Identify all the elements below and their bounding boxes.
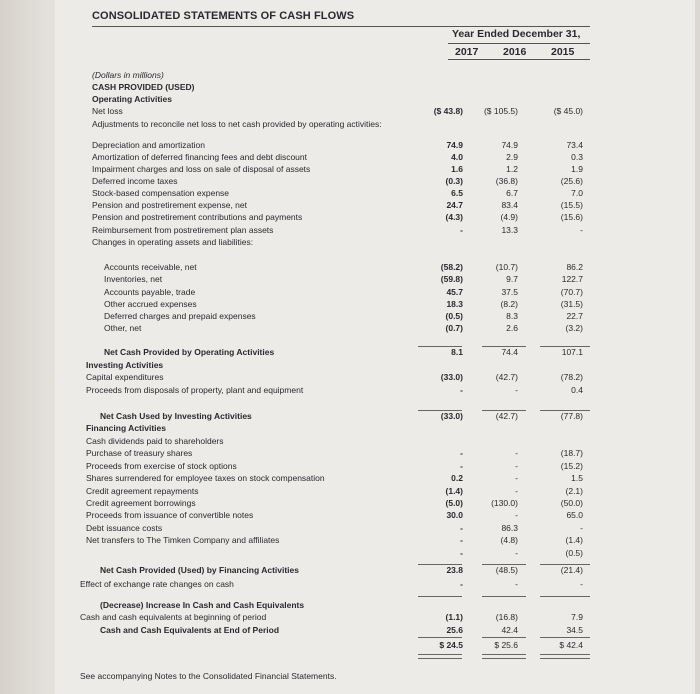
year-header-rule [448, 59, 590, 60]
statement-row [0, 70, 700, 81]
row-value-2017: - [460, 535, 463, 545]
row-value-2017: (0.5) [445, 311, 463, 321]
row-label: Deferred charges and prepaid expenses [104, 311, 256, 321]
row-value-2015: (1.4) [565, 535, 583, 545]
row-value-2015: 1.5 [571, 473, 583, 483]
statement-row [0, 274, 700, 285]
row-value-2016: - [515, 486, 518, 496]
row-value-2016: (8.2) [500, 299, 518, 309]
statement-row [0, 535, 700, 546]
statement-row [0, 523, 700, 534]
total-double-rule [540, 654, 590, 659]
statement-row [0, 548, 700, 559]
statement-row [0, 625, 700, 636]
statement-row [0, 119, 700, 130]
row-value-2015: (70.7) [560, 287, 583, 297]
row-value-2015: - [580, 579, 583, 589]
row-value-2015: 22.7 [566, 311, 583, 321]
total-double-rule [418, 654, 462, 659]
statement-row [0, 225, 700, 236]
row-value-2017: 8.1 [451, 347, 463, 357]
statement-title: CONSOLIDATED STATEMENTS OF CASH FLOWS [92, 10, 355, 22]
period-rule [448, 43, 590, 44]
row-value-2017: 1.6 [451, 164, 463, 174]
row-value-2017: 18.3 [446, 299, 463, 309]
row-value-2015: - [580, 523, 583, 533]
row-value-2016: 74.4 [501, 347, 518, 357]
row-value-2015: (18.7) [560, 448, 583, 458]
row-value-2015: (0.5) [565, 548, 583, 558]
row-label: Debt issuance costs [86, 523, 163, 533]
statement-row [0, 579, 700, 590]
row-value-2015: (31.5) [560, 299, 583, 309]
subtotal-rule [418, 410, 462, 411]
row-value-2016: 42.4 [501, 625, 518, 635]
statement-row [0, 436, 700, 447]
statement-row [0, 640, 700, 651]
row-value-2016: - [515, 473, 518, 483]
row-value-2017: (33.0) [440, 372, 463, 382]
row-value-2015: - [580, 225, 583, 235]
row-value-2017: - [460, 225, 463, 235]
statement-row [0, 510, 700, 521]
row-value-2017: 74.9 [446, 140, 463, 150]
row-value-2016: - [515, 448, 518, 458]
row-value-2015: (25.6) [560, 176, 583, 186]
row-label: Operating Activities [92, 94, 172, 104]
row-value-2016: 83.4 [501, 200, 518, 210]
row-value-2017: (33.0) [440, 411, 463, 421]
row-label: Net Cash Provided by Operating Activities [104, 347, 275, 357]
subtotal-rule [418, 346, 462, 347]
row-label: Net Cash Provided (Used) by Financing Activities [100, 565, 300, 575]
statement-row [0, 82, 700, 93]
row-value-2017: - [460, 448, 463, 458]
row-label: Impairment charges and loss on sale of disposal of assets [92, 164, 311, 174]
row-label: Accounts receivable, net [104, 262, 197, 272]
row-label: Purchase of treasury shares [86, 448, 193, 458]
row-value-2016: ($ 105.5) [483, 106, 518, 116]
row-label: Proceeds from disposals of property, plant and equipment [86, 385, 304, 395]
row-value-2015: (2.1) [565, 486, 583, 496]
statement-row [0, 423, 700, 434]
row-value-2017: (4.3) [445, 212, 463, 222]
row-value-2015: (21.4) [560, 565, 583, 575]
subtotal-rule [540, 596, 590, 597]
row-label: Cash and cash equivalents at beginning of period [80, 612, 267, 622]
subtotal-rule [540, 346, 590, 347]
row-value-2016: (130.0) [491, 498, 518, 508]
row-label: Pension and postretirement expense, net [92, 200, 247, 210]
row-label: Deferred income taxes [92, 176, 178, 186]
subtotal-rule [540, 564, 590, 565]
row-value-2015: (15.5) [560, 200, 583, 210]
subtotal-rule [418, 596, 462, 597]
row-value-2016: (48.5) [495, 565, 518, 575]
statement-row [0, 237, 700, 248]
subtotal-rule [482, 410, 526, 411]
row-value-2017: - [460, 579, 463, 589]
row-label: (Dollars in millions) [92, 70, 164, 80]
row-label: Inventories, net [104, 274, 163, 284]
row-value-2016: 13.3 [501, 225, 518, 235]
row-label: Other accrued expenses [104, 299, 197, 309]
row-value-2016: 1.2 [506, 164, 518, 174]
subtotal-rule [482, 596, 526, 597]
statement-row [0, 188, 700, 199]
statement-row [0, 212, 700, 223]
row-value-2016: (4.8) [500, 535, 518, 545]
row-label: Other, net [104, 323, 142, 333]
row-label: Net Cash Used by Investing Activities [100, 411, 252, 421]
row-value-2016: 86.3 [501, 523, 518, 533]
row-label: Net loss [92, 106, 123, 116]
year-header-2016: 2016 [503, 46, 527, 58]
row-value-2017: - [460, 548, 463, 558]
row-label: Adjustments to reconcile net loss to net cash provided by operating activities: [92, 119, 382, 129]
row-value-2015: (50.0) [560, 498, 583, 508]
row-value-2017: (5.0) [445, 498, 463, 508]
statement-row [0, 287, 700, 298]
row-value-2016: 37.5 [501, 287, 518, 297]
row-value-2015: (15.6) [560, 212, 583, 222]
row-value-2016: - [515, 510, 518, 520]
row-value-2016: - [515, 548, 518, 558]
statement-row [0, 140, 700, 151]
statement-row [0, 461, 700, 472]
row-value-2017: 25.6 [446, 625, 463, 635]
row-value-2017: $ 24.5 [439, 640, 463, 650]
period-header: Year Ended December 31, [452, 28, 581, 40]
subtotal-rule [540, 637, 590, 638]
row-label: Cash dividends paid to shareholders [86, 436, 224, 446]
row-label: Depreciation and amortization [92, 140, 205, 150]
subtotal-rule [418, 564, 462, 565]
row-value-2015: 122.7 [561, 274, 583, 284]
row-value-2016: (10.7) [495, 262, 518, 272]
row-label: Reimbursement from postretirement plan assets [92, 225, 274, 235]
row-label: CASH PROVIDED (USED) [92, 82, 195, 92]
title-rule [92, 26, 590, 27]
row-value-2015: 107.1 [561, 347, 583, 357]
row-value-2016: $ 25.6 [494, 640, 518, 650]
row-value-2015: 7.9 [571, 612, 583, 622]
row-value-2017: (1.1) [445, 612, 463, 622]
statement-row [0, 600, 700, 611]
row-value-2016: (4.9) [500, 212, 518, 222]
statement-row [0, 262, 700, 273]
row-label: Credit agreement borrowings [86, 498, 196, 508]
row-value-2016: (36.8) [495, 176, 518, 186]
row-value-2015: $ 42.4 [559, 640, 583, 650]
statement-row [0, 565, 700, 576]
row-label: (Decrease) Increase In Cash and Cash Equivalents [100, 600, 305, 610]
row-value-2015: 1.9 [571, 164, 583, 174]
row-value-2017: 23.8 [446, 565, 463, 575]
year-header-2017: 2017 [455, 46, 479, 58]
row-value-2016: 2.9 [506, 152, 518, 162]
row-value-2017: 0.2 [451, 473, 463, 483]
row-label: Accounts payable, trade [104, 287, 196, 297]
statement-row [0, 360, 700, 371]
row-label: Pension and postretirement contributions and payments [92, 212, 303, 222]
row-value-2015: 0.3 [571, 152, 583, 162]
statement-row [0, 311, 700, 322]
row-value-2015: 7.0 [571, 188, 583, 198]
row-value-2016: (42.7) [495, 372, 518, 382]
row-value-2016: (42.7) [495, 411, 518, 421]
row-value-2017: ($ 43.8) [433, 106, 463, 116]
statement-row [0, 385, 700, 396]
row-value-2016: 74.9 [501, 140, 518, 150]
row-value-2017: 4.0 [451, 152, 463, 162]
row-value-2015: ($ 45.0) [553, 106, 583, 116]
row-value-2016: - [515, 385, 518, 395]
row-label: Shares surrendered for employee taxes on stock compensation [86, 473, 325, 483]
row-value-2015: 73.4 [566, 140, 583, 150]
subtotal-rule [418, 637, 462, 638]
row-value-2017: (58.2) [440, 262, 463, 272]
row-value-2017: (0.3) [445, 176, 463, 186]
row-label: Proceeds from issuance of convertible notes [86, 510, 254, 520]
row-value-2016: 2.6 [506, 323, 518, 333]
row-label: Proceeds from exercise of stock options [86, 461, 237, 471]
row-label: Financing Activities [86, 423, 166, 433]
statement-row [0, 473, 700, 484]
statement-row [0, 323, 700, 334]
row-value-2016: (16.8) [495, 612, 518, 622]
row-label: Amortization of deferred financing fees and debt discount [92, 152, 307, 162]
footnote: See accompanying Notes to the Consolidated Financial Statements. [80, 671, 337, 681]
subtotal-rule [482, 637, 526, 638]
row-value-2015: (3.2) [565, 323, 583, 333]
row-value-2016: - [515, 461, 518, 471]
row-label: Effect of exchange rate changes on cash [80, 579, 234, 589]
row-value-2015: (77.8) [560, 411, 583, 421]
subtotal-rule [540, 410, 590, 411]
row-value-2015: 0.4 [571, 385, 583, 395]
row-value-2015: (15.2) [560, 461, 583, 471]
row-value-2017: 6.5 [451, 188, 463, 198]
statement-row [0, 106, 700, 117]
statement-row [0, 299, 700, 310]
row-value-2017: - [460, 523, 463, 533]
row-value-2015: 65.0 [566, 510, 583, 520]
statement-row [0, 372, 700, 383]
row-label: Changes in operating assets and liabilities: [92, 237, 254, 247]
statement-row [0, 164, 700, 175]
row-label: Cash and Cash Equivalents at End of Period [100, 625, 280, 635]
row-value-2017: (0.7) [445, 323, 463, 333]
row-value-2016: - [515, 579, 518, 589]
row-value-2016: 8.3 [506, 311, 518, 321]
statement-row [0, 200, 700, 211]
statement-row [0, 448, 700, 459]
year-header-2015: 2015 [551, 46, 575, 58]
total-double-rule [482, 654, 526, 659]
row-label: Credit agreement repayments [86, 486, 199, 496]
row-value-2017: 24.7 [446, 200, 463, 210]
subtotal-rule [482, 346, 526, 347]
statement-row [0, 94, 700, 105]
statement-row [0, 411, 700, 422]
row-value-2017: 30.0 [446, 510, 463, 520]
row-label: Capital expenditures [86, 372, 164, 382]
row-value-2017: (1.4) [445, 486, 463, 496]
statement-row [0, 612, 700, 623]
row-value-2017: - [460, 461, 463, 471]
row-value-2016: 9.7 [506, 274, 518, 284]
row-value-2017: (59.8) [440, 274, 463, 284]
row-value-2017: 45.7 [446, 287, 463, 297]
row-label: Net transfers to The Timken Company and affiliates [86, 535, 280, 545]
row-label: Stock-based compensation expense [92, 188, 230, 198]
row-value-2015: (78.2) [560, 372, 583, 382]
row-value-2017: - [460, 385, 463, 395]
statement-row [0, 152, 700, 163]
row-label: Investing Activities [86, 360, 164, 370]
subtotal-rule [482, 564, 526, 565]
statement-row [0, 486, 700, 497]
statement-row [0, 176, 700, 187]
row-value-2016: 6.7 [506, 188, 518, 198]
statement-row [0, 347, 700, 358]
row-value-2015: 86.2 [566, 262, 583, 272]
statement-row [0, 498, 700, 509]
row-value-2015: 34.5 [566, 625, 583, 635]
